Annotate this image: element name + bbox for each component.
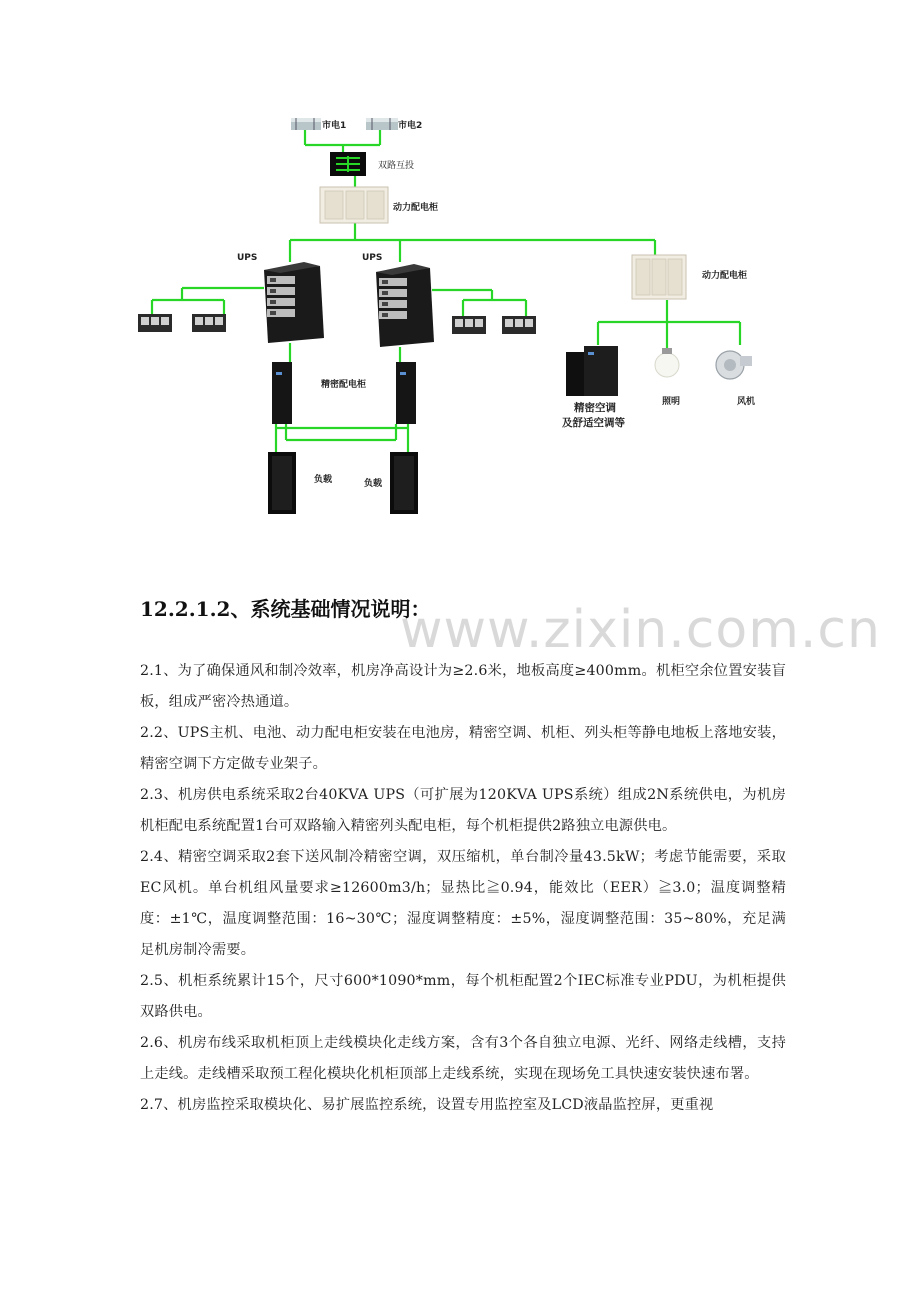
load-rack-left-icon [268, 452, 296, 514]
precision-ac-label-line2: 及舒适空调等 [562, 417, 625, 429]
light-bulb-icon [655, 348, 679, 377]
precision-cabinet-label: 精密配电柜 [321, 380, 367, 390]
paragraph-2-3: 2.3、机房供电系统采取2台40KVA UPS（可扩展为120KVA UPS系统）组成2N系统供电，为机房机柜配电系统配置1台可双路输入精密列头配电柜，每个机柜提供2路独立电源供电。 [140, 787, 786, 834]
fan-icon [716, 351, 752, 379]
ups-left-label: UPS [237, 253, 258, 263]
grid-2-label: 市电2 [398, 121, 423, 131]
grid-1-label: 市电1 [322, 121, 347, 131]
battery-pack-icon [192, 314, 226, 332]
paragraph-2-5: 2.5、机柜系统累计15个，尺寸600*1090*mm，每个机柜配置2个IEC标准专业PDU，为机柜提供双路供电。 [140, 973, 786, 1020]
main-power-cabinet-label: 动力配电柜 [393, 203, 439, 213]
load-left-label: 负载 [314, 475, 333, 485]
main-power-cabinet-icon [320, 187, 388, 223]
ats-switch-icon [330, 152, 366, 176]
paragraph-2-2: 2.2、UPS主机、电池、动力配电柜安装在电池房，精密空调、机柜、列头柜等静电地板上落地安装，精密空调下方定做专业架子。 [140, 725, 786, 772]
paragraph-2-6: 2.6、机房布线采取机柜顶上走线模块化走线方案，含有3个各自独立电源、光纤、网络走线槽，支持上走线。走线槽采取预工程化模块化机柜顶部上走线系统，实现在现场免工具快速安装快速布署。 [140, 1035, 786, 1082]
watermark: www.zixin.com.cn [400, 600, 881, 660]
paragraph-2-1: 2.1、为了确保通风和制冷效率，机房净高设计为≥2.6米，地板高度≥400mm。机柜空余位置安装盲板，组成严密冷热通道。 [140, 663, 786, 710]
right-power-cabinet-icon [632, 255, 686, 299]
section-body [140, 656, 786, 1121]
load-rack-right-icon [390, 452, 418, 514]
battery-pack-icon [452, 316, 486, 334]
ups-right-label: UPS [362, 253, 383, 263]
precision-ac-label-line1: 精密空调 [574, 402, 616, 414]
grid-2-icon [366, 118, 398, 130]
right-power-cabinet-label: 动力配电柜 [702, 271, 748, 281]
fan-label: 风机 [737, 397, 756, 407]
ups-right-icon [376, 264, 434, 347]
load-right-label: 负载 [364, 479, 383, 489]
precision-ac-icon [566, 346, 618, 396]
power-distribution-diagram [0, 0, 920, 560]
dual-switch-label: 双路互投 [378, 161, 415, 171]
precision-cabinet-right-icon [396, 362, 416, 424]
battery-pack-icon [502, 316, 536, 334]
lighting-label: 照明 [662, 397, 681, 407]
battery-pack-icon [138, 314, 172, 332]
paragraph-2-7: 2.7、机房监控采取模块化、易扩展监控系统，设置专用监控室及LCD液晶监控屏，更重视 [140, 1097, 714, 1113]
section-heading: 12.2.1.2、系统基础情况说明： [140, 597, 431, 621]
paragraph-2-4: 2.4、精密空调采取2套下送风制冷精密空调，双压缩机，单台制冷量43.5kW；考虑节能需要，采取EC风机。单台机组风量要求≥12600m3/h；显热比≧0.94，能效比（EER）≧3.0；温度调整精度：±1℃，温度调整范围：16~30℃；湿度调整精度：±5%，湿度调整范围：35~80%，充足满足机房制冷需要。 [140, 849, 786, 958]
precision-cabinet-left-icon [272, 362, 292, 424]
grid-1-icon [291, 118, 321, 130]
ups-left-icon [264, 262, 324, 343]
